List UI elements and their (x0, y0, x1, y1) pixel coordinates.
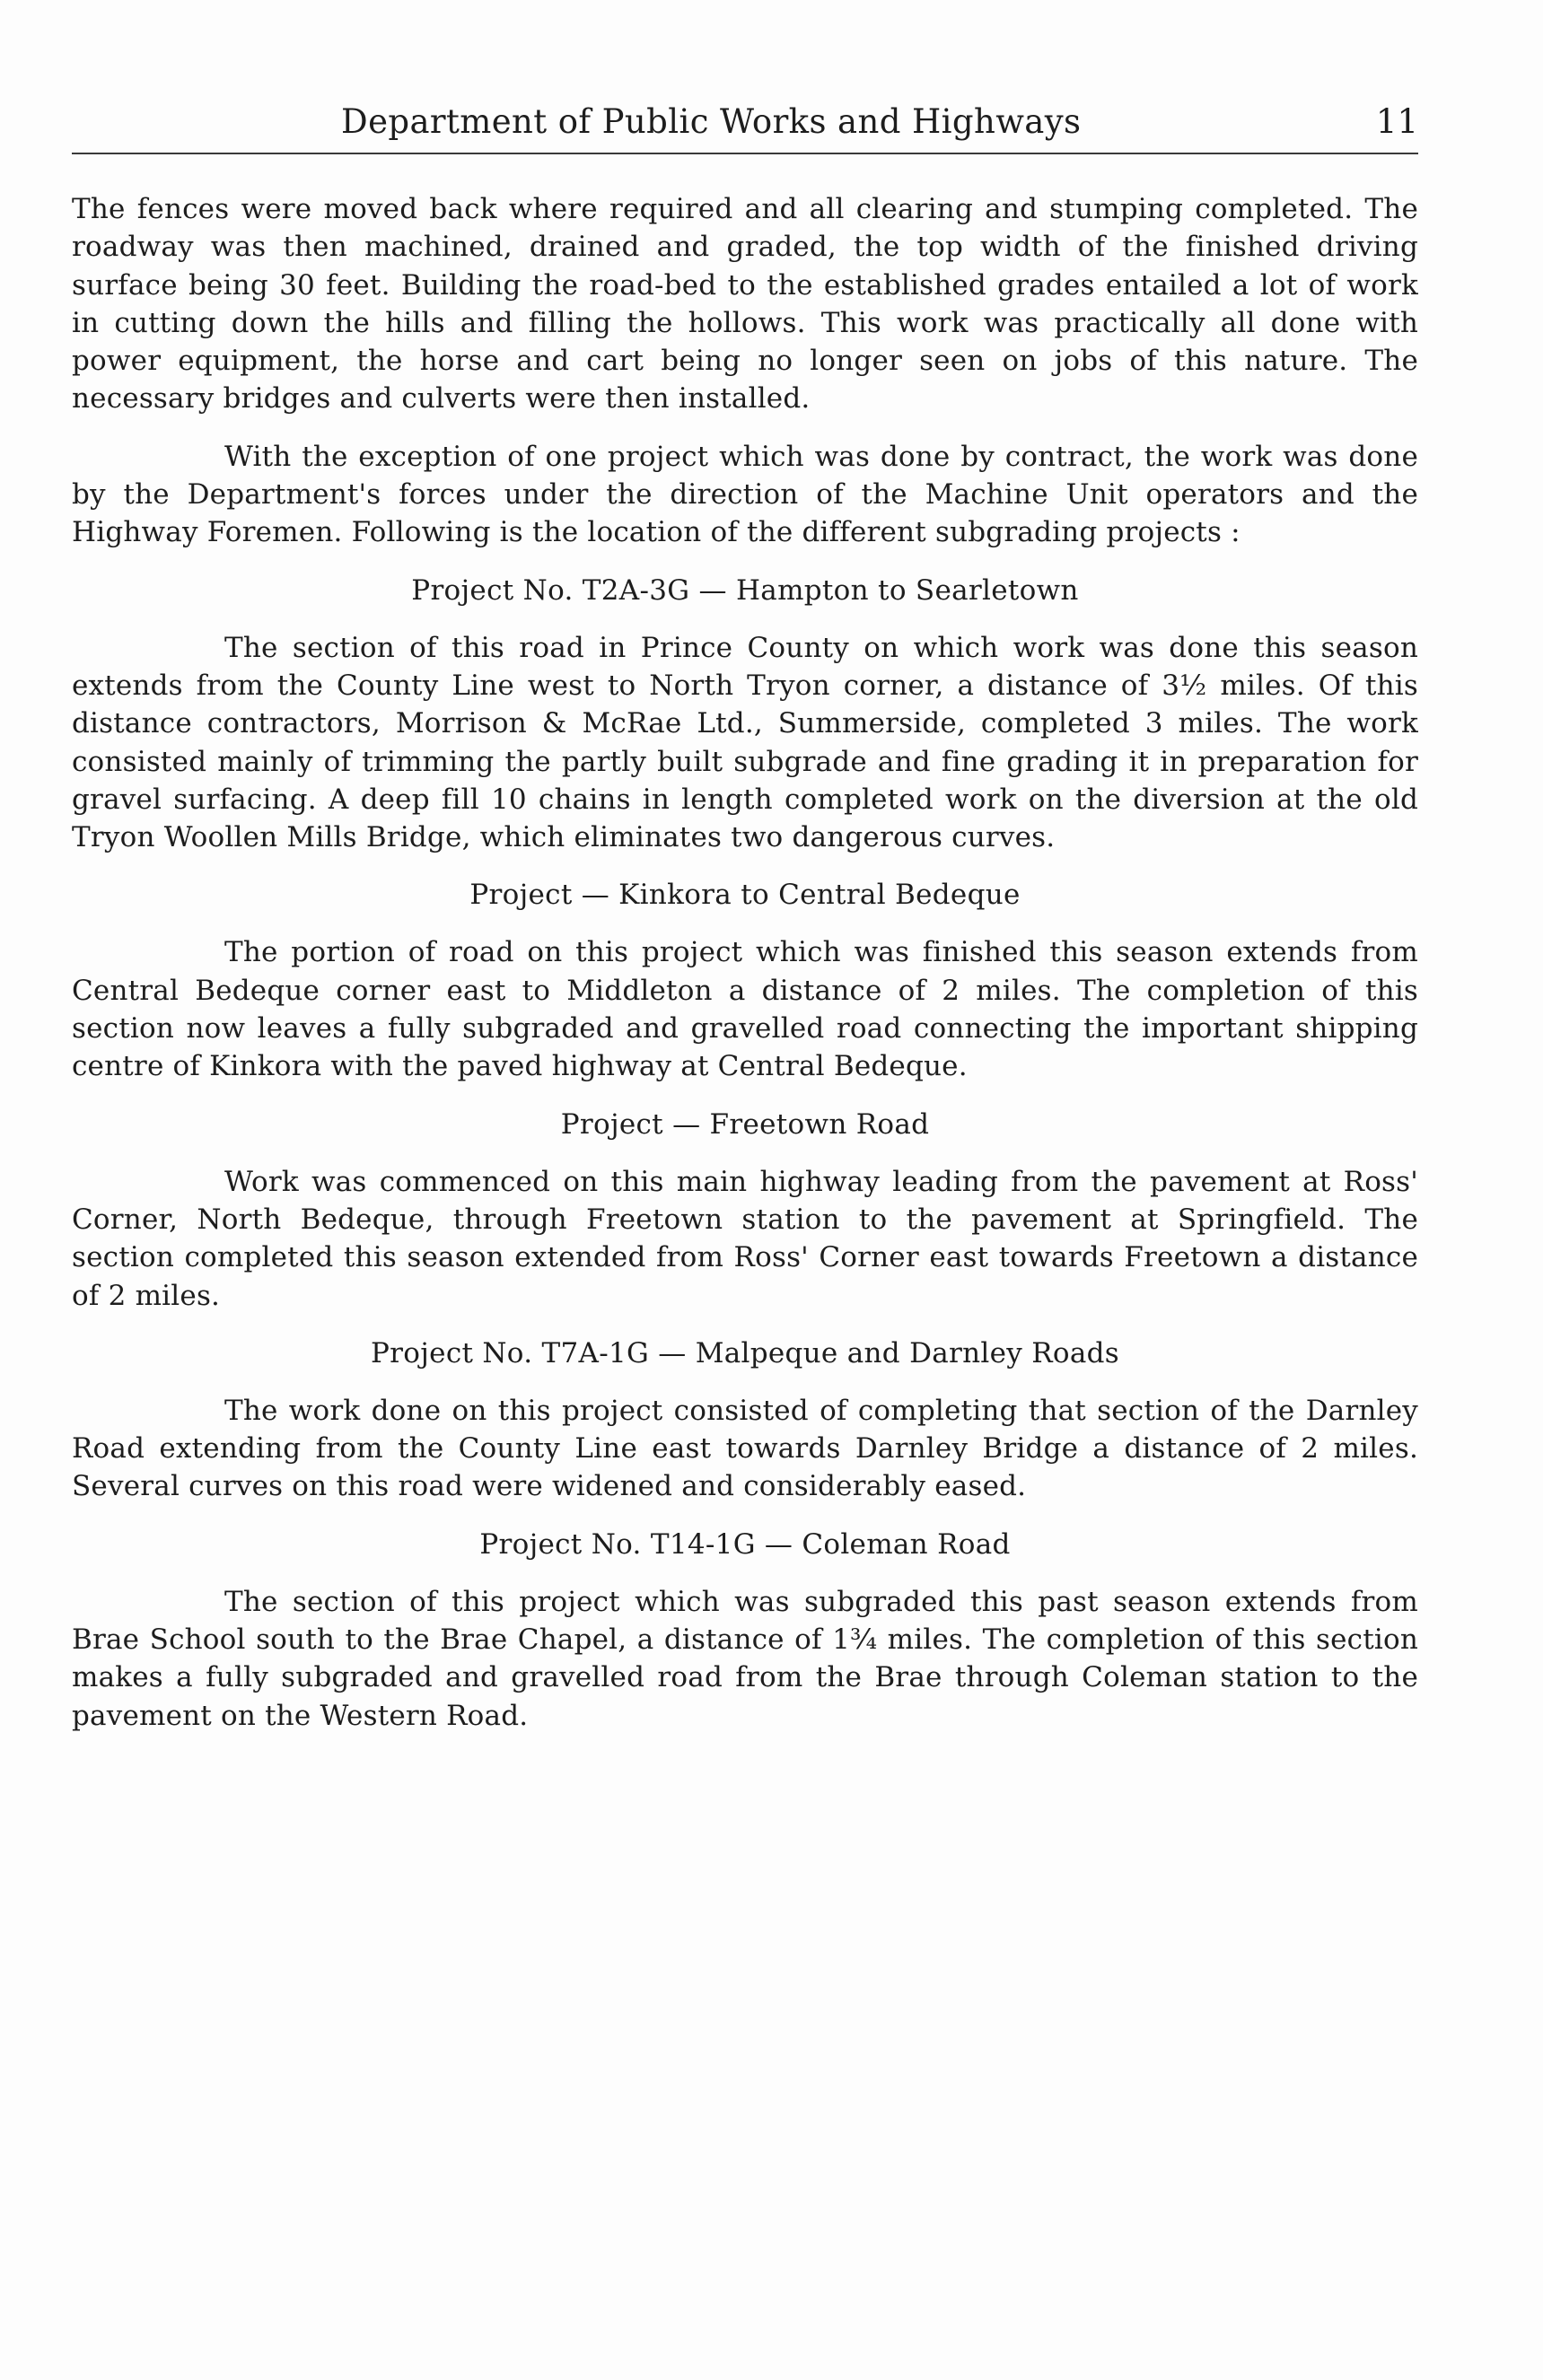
paragraph-exception: With the exception of one project which was done by contract, the work was done by the Department's forces under the direction of the Machine Unit operators and the Highway Foremen. Following is the location of the different subgrading projects : (72, 440, 1418, 549)
paragraph-kinkora: The portion of road on this project which was finished this season extends from Central Bedeque corner east to Middleton a distance of 2 miles. The completion of this section now leaves a fully subgraded and gravelled road connecting the important shipping centre of Kinkora with the paved highway at Central Bedeque. (72, 936, 1418, 1083)
paragraph-hampton: The section of this road in Prince County on which work was done this season extends from the County Line west to North Tryon corner, a distance of 3½ miles. Of this distance contractors, Morrison & McRae Ltd., Summerside, completed 3 miles. The work consisted mainly of trimming the partly built subgrade and fine grading it in preparation for gravel surfacing. A deep fill 10 chains in length completed work on the diversion at the old Tryon Woollen Mills Bridge, which eliminates two dangerous curves. (72, 631, 1418, 854)
paragraph-malpeque: The work done on this project consisted of completing that section of the Darnley Road extending from the County Line east towards Darnley Bridge a distance of 2 miles. Several curves on this road were widened and considerably eased. (72, 1394, 1418, 1503)
section-heading-freetown: Project — Freetown Road (560, 1107, 930, 1141)
header-rule (72, 153, 1418, 154)
paragraph-coleman: The section of this project which was subgraded this past season extends from Brae School south to the Brae Chapel, a distance of 1¾ miles. The completion of this section makes a fully subgraded and gravelled road from the Brae through Coleman station to the pavement on the Western Road. (72, 1585, 1418, 1732)
section-heading-coleman: Project No. T14-1G — Coleman Road (479, 1527, 1011, 1561)
page-number: 11 (1375, 102, 1418, 141)
section-heading-hampton: Project No. T2A-3G — Hampton to Searletown (411, 573, 1079, 607)
running-title: Department of Public Works and Highways (341, 102, 1082, 141)
paragraph-freetown: Work was commenced on this main highway leading from the pavement at Ross' Corner, North Bedeque, through Freetown station to the pavement at Springfield. The section completed this season extended from Ross' Corner east towards Freetown a distance of 2 miles. (72, 1165, 1418, 1312)
paragraph-fences: The fences were moved back where required and all clearing and stumping completed. The roadway was then machined, drained and graded, the top width of the finished driving surface being 30 feet. Building the road-bed to the established grades entailed a lot of work in cutting down the hills and filling the hollows. This work was practically all done with power equipment, the horse and cart being no longer seen on jobs of this nature. The necessary bridges and culverts were then installed. (72, 193, 1418, 416)
body-text (72, 190, 1418, 1754)
section-heading-kinkora: Project — Kinkora to Central Bedeque (469, 879, 1021, 912)
running-header (72, 97, 1418, 151)
section-heading-malpeque: Project No. T7A-1G — Malpeque and Darnley Roads (371, 1336, 1119, 1369)
